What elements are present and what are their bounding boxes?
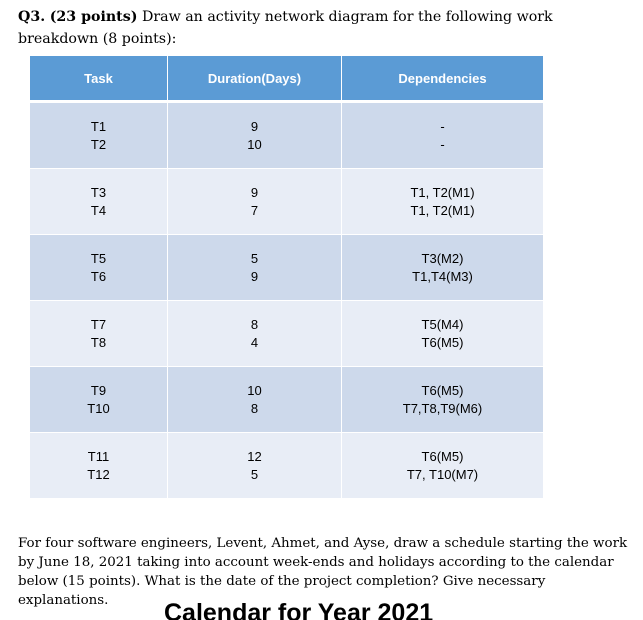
dependencies-cell xyxy=(342,102,544,169)
duration-cell xyxy=(168,102,342,169)
duration-cell xyxy=(168,301,342,367)
duration-value: 5 xyxy=(250,466,259,482)
task-name: T3 xyxy=(90,184,107,200)
task-name: T6 xyxy=(90,268,107,284)
table-row xyxy=(30,367,543,433)
duration-value: 9 xyxy=(250,268,259,284)
task-name: T5 xyxy=(90,250,107,266)
task-name: T7 xyxy=(90,316,107,332)
task-name: T4 xyxy=(90,202,107,218)
table-row xyxy=(30,102,543,169)
task-cell xyxy=(30,169,168,235)
header-dependencies: Dependencies xyxy=(342,56,544,102)
question-points: (23 points) xyxy=(49,9,138,25)
duration-value: 10 xyxy=(247,382,262,398)
task-name: T2 xyxy=(90,136,107,152)
schedule-instructions: For four software engineers, Levent, Ahmet, and Ayse, draw a schedule starting the work by June 18, 2021 taking into account week-ends and holidays according to the calendar below (15 points). What is the date of the project completion? Give necessary explanations. xyxy=(18,536,628,608)
task-cell xyxy=(30,235,168,301)
calendar-title: Calendar for Year 2021 xyxy=(164,599,434,620)
task-cell xyxy=(30,301,168,367)
duration-value: 7 xyxy=(250,202,259,218)
question-text: Draw an activity network diagram for the following work breakdown (8 points): xyxy=(18,9,553,47)
duration-value: 5 xyxy=(250,250,259,266)
table-row xyxy=(30,169,543,235)
dependency-value: - xyxy=(440,136,445,152)
task-name: T1 xyxy=(90,118,107,134)
dependency-value: T7, T10(M7) xyxy=(406,466,479,482)
question-prompt xyxy=(18,6,630,50)
task-name: T8 xyxy=(90,334,107,350)
task-cell xyxy=(30,102,168,169)
duration-cell xyxy=(168,367,342,433)
duration-cell xyxy=(168,169,342,235)
dependency-value: T1,T4(M3) xyxy=(412,268,473,284)
dependencies-cell xyxy=(342,367,544,433)
dependency-value: T6(M5) xyxy=(421,448,464,464)
duration-value: 8 xyxy=(250,316,259,332)
task-name: T12 xyxy=(87,466,110,482)
table-row xyxy=(30,301,543,367)
dependency-value: T6(M5) xyxy=(421,382,464,398)
dependencies-cell xyxy=(342,301,544,367)
task-name: T9 xyxy=(90,382,107,398)
table-row xyxy=(30,235,543,301)
duration-value: 9 xyxy=(250,118,259,134)
work-breakdown-table xyxy=(30,56,543,499)
duration-value: 4 xyxy=(250,334,259,350)
question-number: Q3. xyxy=(18,9,46,25)
table-header-row xyxy=(30,56,543,102)
dependency-value: T5(M4) xyxy=(421,316,464,332)
duration-value: 8 xyxy=(250,400,259,416)
dependency-value: T1, T2(M1) xyxy=(410,202,475,218)
duration-cell xyxy=(168,433,342,499)
task-name: T10 xyxy=(87,400,110,416)
duration-value: 10 xyxy=(247,136,262,152)
task-cell xyxy=(30,367,168,433)
task-name: T11 xyxy=(87,448,110,464)
duration-value: 12 xyxy=(247,448,262,464)
table-row xyxy=(30,433,543,499)
dependency-value: T3(M2) xyxy=(421,250,464,266)
task-cell xyxy=(30,433,168,499)
dependency-value: T7,T8,T9(M6) xyxy=(402,400,483,416)
dependency-value: T1, T2(M1) xyxy=(410,184,475,200)
dependencies-cell xyxy=(342,235,544,301)
dependency-value: T6(M5) xyxy=(421,334,464,350)
duration-cell xyxy=(168,235,342,301)
dependency-value: - xyxy=(440,118,445,134)
header-task: Task xyxy=(30,56,168,102)
dependencies-cell xyxy=(342,169,544,235)
duration-value: 9 xyxy=(250,184,259,200)
dependencies-cell xyxy=(342,433,544,499)
header-duration: Duration(Days) xyxy=(168,56,342,102)
